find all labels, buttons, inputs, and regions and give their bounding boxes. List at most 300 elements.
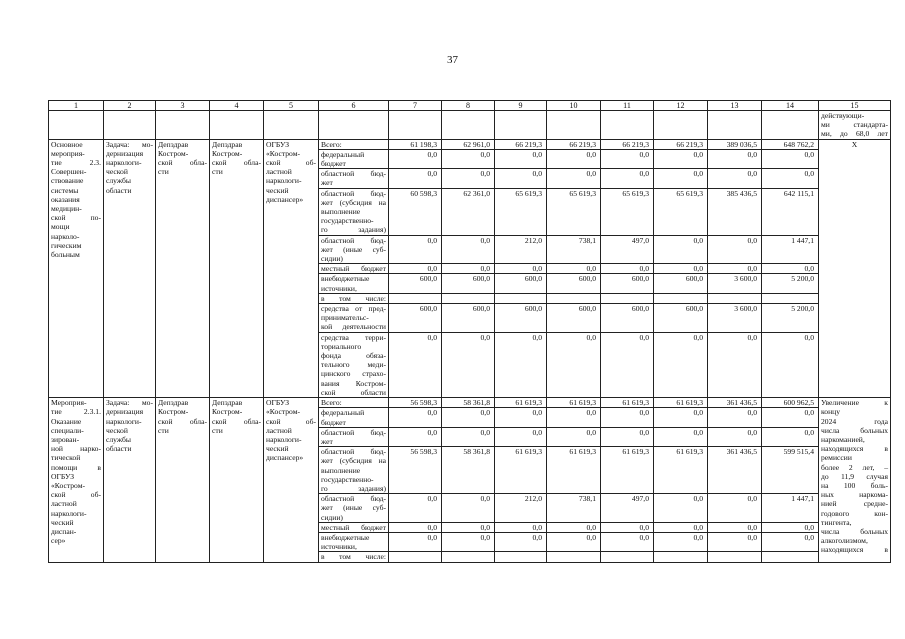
text-line: ми, до 68,0 лет — [821, 129, 888, 139]
text-line: медицин- — [51, 204, 82, 214]
value-cell: 600,0 — [389, 274, 442, 293]
text-line: сер» — [51, 536, 66, 546]
text-line: принимательс- — [321, 313, 369, 323]
text-line: мощи — [51, 222, 70, 232]
value-cell: 0,0 — [601, 169, 654, 188]
funding-source-cell — [319, 293, 389, 303]
value-cell: 600,0 — [547, 274, 601, 293]
value-cell: 0,0 — [601, 332, 654, 397]
text-line: нией средне- — [821, 499, 888, 509]
value-cell: 0,0 — [762, 532, 819, 551]
text-line: государственно- — [321, 474, 374, 484]
text-line: жет — [321, 436, 333, 446]
value-cell: 0,0 — [708, 427, 762, 446]
value-cell: 0,0 — [654, 532, 708, 551]
funding-source-cell — [319, 494, 389, 523]
value-cell: 0,0 — [762, 332, 819, 397]
value-cell: 56 598,3 — [389, 398, 442, 408]
text-line: действующи- — [821, 111, 865, 120]
text-line: выполнение — [321, 207, 361, 217]
budget-table — [48, 100, 891, 563]
text-line: ческий — [51, 517, 74, 527]
value-cell: 0,0 — [547, 149, 601, 168]
header-row — [49, 101, 891, 111]
column-header: 8 — [442, 101, 495, 111]
value-cell: 0,0 — [708, 235, 762, 264]
column-header: 7 — [389, 101, 442, 111]
empty-cell — [319, 111, 389, 140]
text-line: сидии) — [321, 512, 343, 522]
text-line: сти — [212, 425, 223, 435]
value-cell: 0,0 — [495, 149, 547, 168]
text-line: областной бюд- — [321, 447, 386, 457]
text-line: Мероприя- — [51, 398, 87, 408]
value-cell: 0,0 — [654, 332, 708, 397]
text-line: концу — [821, 407, 841, 417]
value-cell — [762, 552, 819, 562]
value-cell: 0,0 — [389, 532, 442, 551]
text-line: сидии) — [321, 254, 343, 264]
text-line: Депздрав — [158, 398, 189, 408]
value-cell: 0,0 — [547, 427, 601, 446]
page-number: 37 — [447, 54, 458, 66]
table-row — [49, 139, 891, 149]
empty-cell — [762, 111, 819, 140]
value-cell: 0,0 — [495, 427, 547, 446]
value-cell: 0,0 — [389, 408, 442, 427]
value-cell: 0,0 — [442, 264, 495, 274]
value-cell: 0,0 — [389, 332, 442, 397]
text-line: жет (иные суб- — [321, 503, 386, 513]
text-line: Увеличение к — [821, 398, 888, 408]
text-line: ческой — [106, 167, 128, 177]
value-cell: 600,0 — [601, 274, 654, 293]
value-cell: 0,0 — [601, 427, 654, 446]
cell-col5 — [264, 139, 319, 397]
text-line: ской области — [321, 387, 386, 397]
value-cell: 0,0 — [601, 264, 654, 274]
text-line: ОГБУЗ — [51, 471, 75, 481]
value-cell: 0,0 — [389, 235, 442, 264]
funding-source-cell — [319, 169, 389, 188]
value-cell: 0,0 — [495, 264, 547, 274]
value-cell — [654, 552, 708, 562]
funding-source-cell — [319, 427, 389, 446]
text-line: Костром- — [158, 148, 189, 158]
text-line: ской обла- — [212, 158, 261, 168]
value-cell: 0,0 — [762, 408, 819, 427]
value-cell: 0,0 — [547, 532, 601, 551]
value-cell: 0,0 — [495, 532, 547, 551]
value-cell: 61 619,3 — [495, 447, 547, 494]
value-cell: 0,0 — [601, 522, 654, 532]
value-cell — [762, 293, 819, 303]
text-line: Задача: мо- — [106, 139, 153, 149]
text-line: ОГБУЗ — [266, 398, 290, 408]
value-cell: 0,0 — [654, 264, 708, 274]
column-header: 12 — [654, 101, 708, 111]
value-cell: 0,0 — [495, 169, 547, 188]
text-line: системы — [51, 185, 79, 195]
text-line: Костром- — [158, 407, 189, 417]
value-cell: 0,0 — [762, 149, 819, 168]
value-cell: 65 619,3 — [547, 188, 601, 235]
empty-cell — [49, 111, 104, 140]
text-line: Всего: — [321, 398, 342, 408]
text-line: Депздрав — [212, 139, 243, 149]
text-line: ской обла- — [212, 416, 261, 426]
empty-cell — [210, 111, 264, 140]
value-cell: 0,0 — [389, 264, 442, 274]
cell-col2 — [104, 139, 156, 397]
column-header: 5 — [264, 101, 319, 111]
column-header: 9 — [495, 101, 547, 111]
text-line: тингента, — [821, 517, 852, 527]
value-cell: 5 200,0 — [762, 304, 819, 333]
funding-source-cell — [319, 408, 389, 427]
empty-cell — [264, 111, 319, 140]
text-line: Х — [851, 139, 858, 149]
text-line: 2024 года — [821, 416, 888, 426]
value-cell: 0,0 — [389, 149, 442, 168]
value-cell — [442, 293, 495, 303]
text-line: источники, — [321, 542, 357, 552]
value-cell: 0,0 — [708, 149, 762, 168]
continuation-row — [49, 111, 891, 140]
text-line: ческой — [106, 425, 128, 435]
value-cell: 0,0 — [654, 149, 708, 168]
funding-source-cell — [319, 447, 389, 494]
cell-col3 — [156, 398, 210, 562]
value-cell: 65 619,3 — [654, 188, 708, 235]
text-line: областной бюд- — [321, 235, 386, 245]
text-line: ных наркома- — [821, 490, 888, 500]
value-cell: 0,0 — [442, 332, 495, 397]
text-line: внебюджетные — [321, 532, 370, 542]
text-line: ской по- — [51, 213, 101, 223]
value-cell: 0,0 — [442, 494, 495, 523]
funding-source-cell — [319, 139, 389, 149]
value-cell: 62 361,0 — [442, 188, 495, 235]
value-cell: 62 961,0 — [442, 139, 495, 149]
empty-cell — [156, 111, 210, 140]
value-cell: 0,0 — [708, 264, 762, 274]
cell-col5 — [264, 398, 319, 562]
text-line: местный бюджет — [321, 264, 386, 274]
value-cell: 61 619,3 — [601, 447, 654, 494]
value-cell: 0,0 — [762, 522, 819, 532]
text-line: дернизация — [106, 407, 144, 417]
funding-source-cell — [319, 188, 389, 235]
value-cell: 361 436,5 — [708, 398, 762, 408]
funding-source-cell — [319, 274, 389, 293]
value-cell: 61 619,3 — [654, 447, 708, 494]
text-line: государственно- — [321, 216, 374, 226]
value-cell: 0,0 — [442, 149, 495, 168]
value-cell: 648 762,2 — [762, 139, 819, 149]
value-cell: 0,0 — [762, 169, 819, 188]
funding-source-cell — [319, 532, 389, 551]
text-line: в том числе: — [321, 552, 386, 562]
column-header: 3 — [156, 101, 210, 111]
text-line: наркологи- — [106, 158, 142, 168]
value-cell: 0,0 — [495, 332, 547, 397]
column-header: 10 — [547, 101, 601, 111]
text-line: сти — [158, 425, 169, 435]
text-line: внебюджетные — [321, 274, 370, 284]
text-line: Оказание — [51, 416, 82, 426]
text-line: жет (субсидия на — [321, 197, 386, 207]
value-cell — [654, 293, 708, 303]
text-line: в том числе: — [321, 293, 386, 303]
text-line: числа больных — [821, 526, 888, 536]
funding-source-cell — [319, 304, 389, 333]
funding-source-cell — [319, 149, 389, 168]
value-cell: 212,0 — [495, 235, 547, 264]
value-cell: 61 619,3 — [495, 398, 547, 408]
value-cell: 0,0 — [654, 408, 708, 427]
text-line: ской обла- — [158, 158, 207, 168]
text-line: больным — [51, 250, 80, 260]
empty-cell — [495, 111, 547, 140]
empty-cell — [389, 111, 442, 140]
value-cell: 0,0 — [601, 532, 654, 551]
value-cell: 0,0 — [389, 427, 442, 446]
value-cell — [601, 293, 654, 303]
text-line: кой деятельности — [321, 322, 386, 332]
cell-col15 — [819, 398, 891, 562]
empty-cell — [601, 111, 654, 140]
value-cell: 0,0 — [442, 427, 495, 446]
text-line: ной нарко- — [51, 444, 101, 454]
text-line: тие 2.3. — [51, 158, 101, 168]
funding-source-cell — [319, 522, 389, 532]
value-cell: 0,0 — [654, 169, 708, 188]
value-cell: 600 962,5 — [762, 398, 819, 408]
text-line: ремиссии — [821, 453, 852, 463]
value-cell: 0,0 — [442, 169, 495, 188]
text-line: наркологи- — [51, 508, 87, 518]
value-cell: 212,0 — [495, 494, 547, 523]
value-cell: 66 219,3 — [601, 139, 654, 149]
text-line: федеральный — [321, 408, 365, 418]
text-line: жет (иные суб- — [321, 244, 386, 254]
text-line: источники, — [321, 283, 357, 293]
value-cell: 0,0 — [708, 522, 762, 532]
value-cell: 385 436,5 — [708, 188, 762, 235]
text-line: го задания) — [321, 483, 386, 493]
value-cell: 0,0 — [762, 264, 819, 274]
value-cell: 1 447,1 — [762, 235, 819, 264]
text-line: Основное — [51, 139, 83, 149]
value-cell: 389 036,5 — [708, 139, 762, 149]
value-cell — [495, 293, 547, 303]
value-cell: 61 619,3 — [547, 398, 601, 408]
value-cell: 0,0 — [708, 532, 762, 551]
text-line: более 2 лет, – — [821, 462, 888, 472]
value-cell: 5 200,0 — [762, 274, 819, 293]
text-line: местный бюджет — [321, 522, 386, 532]
text-line: зирован- — [51, 434, 80, 444]
value-cell: 0,0 — [708, 332, 762, 397]
column-header: 4 — [210, 101, 264, 111]
cell-col2 — [104, 398, 156, 562]
column-header: 14 — [762, 101, 819, 111]
text-line: сти — [212, 167, 223, 177]
empty-cell — [104, 111, 156, 140]
text-line: ториального — [321, 341, 362, 351]
text-line: Совершен- — [51, 167, 87, 177]
value-cell: 0,0 — [442, 522, 495, 532]
column-header: 1 — [49, 101, 104, 111]
value-cell: 0,0 — [547, 332, 601, 397]
value-cell: 738,1 — [547, 235, 601, 264]
text-line: областной бюд- — [321, 188, 386, 198]
continued-text-cell — [819, 111, 891, 140]
value-cell: 65 619,3 — [495, 188, 547, 235]
text-line: Задача: мо- — [106, 398, 153, 408]
text-line: находящихся в — [821, 545, 888, 555]
value-cell: 58 361,8 — [442, 398, 495, 408]
text-line: области — [106, 444, 132, 454]
text-line: «Костром- — [266, 148, 301, 158]
text-line: на 100 боль- — [821, 480, 888, 490]
text-line: мероприя- — [51, 148, 85, 158]
value-cell — [389, 552, 442, 562]
column-header: 6 — [319, 101, 389, 111]
text-line: бюджет — [321, 417, 346, 427]
text-line: дернизация — [106, 148, 144, 158]
text-line: помощи в — [51, 462, 101, 472]
value-cell: 0,0 — [601, 408, 654, 427]
text-line: нарколо- — [51, 231, 80, 241]
value-cell: 738,1 — [547, 494, 601, 523]
value-cell: 0,0 — [708, 408, 762, 427]
value-cell: 0,0 — [654, 235, 708, 264]
value-cell: 0,0 — [442, 408, 495, 427]
text-line: тие 2.3.1. — [51, 407, 101, 417]
text-line: диспансер» — [266, 453, 304, 463]
table-row — [49, 398, 891, 408]
text-line: областной бюд- — [321, 427, 386, 437]
funding-source-cell — [319, 398, 389, 408]
text-line: «Костром- — [266, 407, 301, 417]
cell-col1 — [49, 398, 104, 562]
value-cell: 599 515,4 — [762, 447, 819, 494]
text-line: ской обла- — [158, 416, 207, 426]
text-line: Всего: — [321, 139, 342, 149]
value-cell: 0,0 — [389, 522, 442, 532]
value-cell — [708, 293, 762, 303]
text-line: области — [106, 185, 132, 195]
text-line: Депздрав — [158, 139, 189, 149]
text-line: федеральный — [321, 149, 365, 159]
value-cell — [442, 552, 495, 562]
value-cell — [547, 293, 601, 303]
value-cell: 58 361,8 — [442, 447, 495, 494]
value-cell: 0,0 — [654, 522, 708, 532]
text-line: ластной — [266, 425, 292, 435]
value-cell: 600,0 — [495, 304, 547, 333]
funding-source-cell — [319, 264, 389, 274]
text-line: диспан- — [51, 526, 77, 536]
text-line: цинского страхо- — [321, 369, 386, 379]
value-cell: 0,0 — [547, 264, 601, 274]
text-line: ческий — [266, 444, 289, 454]
text-line: жет — [321, 178, 333, 188]
value-cell: 497,0 — [601, 235, 654, 264]
value-cell: 3 600,0 — [708, 274, 762, 293]
value-cell: 0,0 — [654, 494, 708, 523]
text-line: выполнение — [321, 465, 361, 475]
value-cell: 600,0 — [442, 304, 495, 333]
value-cell — [708, 552, 762, 562]
text-line: «Костром- — [51, 480, 86, 490]
text-line: гическим — [51, 240, 82, 250]
empty-cell — [442, 111, 495, 140]
text-line: фонда обяза- — [321, 351, 386, 361]
value-cell: 600,0 — [654, 274, 708, 293]
text-line: Депздрав — [212, 398, 243, 408]
text-line: ОГБУЗ — [266, 139, 290, 149]
value-cell: 56 598,3 — [389, 447, 442, 494]
text-line: ской об- — [266, 416, 316, 426]
text-line: ской об- — [266, 158, 316, 168]
text-line: наркологи- — [266, 176, 302, 186]
cell-col3 — [156, 139, 210, 397]
value-cell: 65 619,3 — [601, 188, 654, 235]
value-cell: 361 436,5 — [708, 447, 762, 494]
value-cell: 61 198,3 — [389, 139, 442, 149]
value-cell: 61 619,3 — [601, 398, 654, 408]
value-cell — [547, 552, 601, 562]
text-line: ческий — [266, 185, 289, 195]
text-line: до 11,9 случая — [821, 471, 888, 481]
value-cell: 642 115,1 — [762, 188, 819, 235]
text-line: тельного меди- — [321, 360, 386, 370]
value-cell: 497,0 — [601, 494, 654, 523]
text-line: жет (субсидия на — [321, 456, 386, 466]
value-cell: 0,0 — [442, 532, 495, 551]
value-cell: 0,0 — [547, 522, 601, 532]
value-cell: 66 219,3 — [547, 139, 601, 149]
value-cell: 0,0 — [547, 169, 601, 188]
value-cell — [601, 552, 654, 562]
empty-cell — [547, 111, 601, 140]
value-cell: 600,0 — [601, 304, 654, 333]
value-cell: 0,0 — [708, 169, 762, 188]
funding-source-cell — [319, 332, 389, 397]
value-cell: 3 600,0 — [708, 304, 762, 333]
text-line: сти — [158, 167, 169, 177]
column-header: 15 — [819, 101, 891, 111]
text-line: ми стандарта- — [821, 120, 888, 130]
text-line: средства терри- — [321, 332, 386, 342]
value-cell: 0,0 — [495, 408, 547, 427]
text-line: областной бюд- — [321, 494, 386, 504]
funding-source-cell — [319, 552, 389, 562]
empty-cell — [654, 111, 708, 140]
text-line: Костром- — [212, 148, 243, 158]
text-line: Костром- — [212, 407, 243, 417]
value-cell: 66 219,3 — [654, 139, 708, 149]
cell-col4 — [210, 398, 264, 562]
text-line: диспансер» — [266, 194, 304, 204]
value-cell: 0,0 — [495, 522, 547, 532]
value-cell: 0,0 — [654, 427, 708, 446]
funding-source-cell — [319, 235, 389, 264]
value-cell: 0,0 — [762, 427, 819, 446]
